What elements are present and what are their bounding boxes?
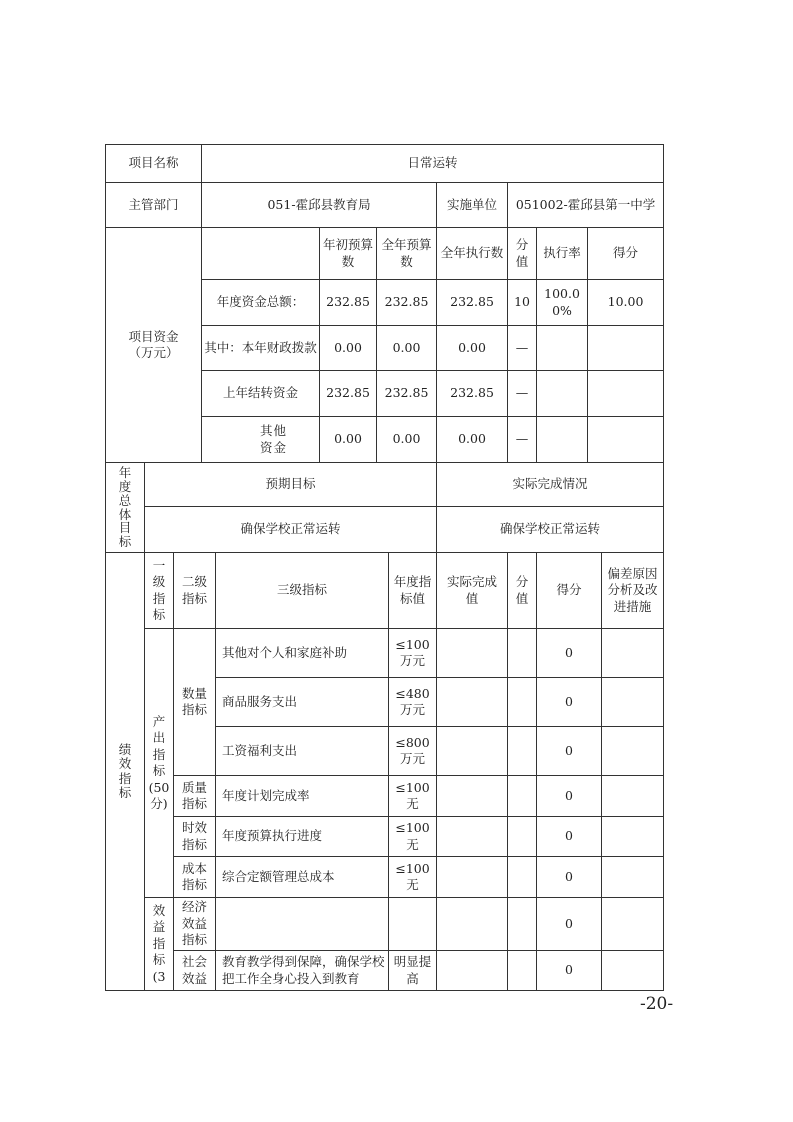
actual-cell — [437, 898, 508, 951]
level2-header: 二级指标 — [174, 553, 216, 629]
funds-header: 年初预算数 — [320, 228, 377, 280]
target-cell: ≤100无 — [389, 817, 437, 857]
weight-cell — [508, 898, 537, 951]
funds-initial: 0.00 — [320, 417, 377, 463]
actual-cell — [437, 817, 508, 857]
score-cell: 0 — [537, 727, 602, 776]
funds-rate — [537, 371, 588, 417]
department-value: 051-霍邱县教育局 — [202, 183, 437, 228]
level2-cell: 质量指标 — [174, 776, 216, 817]
score-cell: 0 — [537, 857, 602, 898]
level1-header: 一级指标 — [145, 553, 174, 629]
funds-executed: 0.00 — [437, 326, 508, 371]
deviation-header: 偏差原因分析及改进措施 — [602, 553, 664, 629]
level2-cell: 经济效益指标 — [174, 898, 216, 951]
funds-initial: 0.00 — [320, 326, 377, 371]
funds-weight: — — [508, 417, 537, 463]
score-cell: 0 — [537, 678, 602, 727]
performance-label — [106, 553, 145, 991]
level2-cell: 成本指标 — [174, 857, 216, 898]
funds-header: 得分 — [588, 228, 664, 280]
level2-cell: 数量指标 — [174, 629, 216, 776]
funds-header-blank — [202, 228, 320, 280]
level3-cell: 综合定额管理总成本 — [216, 857, 389, 898]
funds-score — [588, 417, 664, 463]
page-number: -20- — [640, 994, 674, 1014]
funds-initial: 232.85 — [320, 371, 377, 417]
funds-score: 10.00 — [588, 280, 664, 326]
deviation-cell — [602, 629, 664, 678]
weight-cell — [508, 817, 537, 857]
funds-header: 全年预算数 — [377, 228, 437, 280]
level2-cell: 时效指标 — [174, 817, 216, 857]
level3-cell: 其他对个人和家庭补助 — [216, 629, 389, 678]
funds-annual: 232.85 — [377, 371, 437, 417]
expected-goal-header: 预期目标 — [145, 463, 437, 507]
target-cell: 明显提高 — [389, 951, 437, 991]
benefit-indicator-label: 效益指标(3 — [145, 898, 174, 991]
target-header: 年度指标值 — [389, 553, 437, 629]
target-cell: ≤100无 — [389, 857, 437, 898]
actual-header-text: 实际完成值 — [447, 574, 498, 606]
funds-score — [588, 371, 664, 417]
deviation-cell — [602, 727, 664, 776]
funds-label-text: 项目资金（万元） — [128, 328, 179, 360]
project-name-value: 日常运转 — [202, 145, 664, 183]
annual-goal-label — [106, 463, 145, 553]
target-cell — [389, 898, 437, 951]
weight-cell — [508, 727, 537, 776]
performance-label-text: 绩效指标 — [118, 741, 132, 800]
level3-cell: 商品服务支出 — [216, 678, 389, 727]
funds-initial: 232.85 — [320, 280, 377, 326]
score-cell: 0 — [537, 951, 602, 991]
funds-rate — [537, 326, 588, 371]
project-name-label: 项目名称 — [106, 145, 202, 183]
funds-score — [588, 326, 664, 371]
funds-row-name: 上年结转资金 — [202, 371, 320, 417]
funds-executed: 232.85 — [437, 280, 508, 326]
department-label: 主管部门 — [106, 183, 202, 228]
deviation-cell — [602, 776, 664, 817]
funds-header: 全年执行数 — [437, 228, 508, 280]
actual-cell — [437, 951, 508, 991]
level3-cell: 工资福利支出 — [216, 727, 389, 776]
funds-executed: 232.85 — [437, 371, 508, 417]
actual-header — [437, 553, 508, 629]
funds-weight: — — [508, 371, 537, 417]
funds-annual: 0.00 — [377, 326, 437, 371]
weight-cell — [508, 776, 537, 817]
deviation-cell — [602, 898, 664, 951]
actual-goal-header: 实际完成情况 — [437, 463, 664, 507]
funds-header: 执行率 — [537, 228, 588, 280]
funds-rate: 100.00% — [537, 280, 588, 326]
level3-cell: 教育教学得到保障，确保学校把工作全身心投入到教育 — [216, 951, 389, 991]
actual-cell — [437, 678, 508, 727]
output-indicator-label: 产出指标(50分) — [145, 629, 174, 898]
funds-weight: — — [508, 326, 537, 371]
target-cell: ≤480万元 — [389, 678, 437, 727]
deviation-cell — [602, 678, 664, 727]
score-cell: 0 — [537, 898, 602, 951]
target-cell: ≤800万元 — [389, 727, 437, 776]
funds-annual: 232.85 — [377, 280, 437, 326]
weight-cell — [508, 857, 537, 898]
weight-cell — [508, 951, 537, 991]
target-cell: ≤100无 — [389, 776, 437, 817]
level3-cell: 年度预算执行进度 — [216, 817, 389, 857]
impl-unit-label: 实施单位 — [437, 183, 508, 228]
deviation-cell — [602, 817, 664, 857]
score-cell: 0 — [537, 776, 602, 817]
actual-cell — [437, 727, 508, 776]
level2-cell: 社会效益 — [174, 951, 216, 991]
funds-annual: 0.00 — [377, 417, 437, 463]
performance-table — [105, 144, 664, 991]
funds-row-name — [202, 417, 320, 463]
actual-cell — [437, 776, 508, 817]
expected-goal: 确保学校正常运转 — [145, 507, 437, 553]
actual-goal: 确保学校正常运转 — [437, 507, 664, 553]
funds-row-name: 其中：本年财政拨款 — [202, 326, 320, 371]
annual-goal-label-text: 年度总体目标 — [118, 465, 132, 549]
target-cell: ≤100万元 — [389, 629, 437, 678]
funds-rate — [537, 417, 588, 463]
funds-label — [106, 228, 202, 463]
weight-cell — [508, 629, 537, 678]
level3-header: 三级指标 — [216, 553, 389, 629]
score-header: 得分 — [537, 553, 602, 629]
funds-header: 分值 — [508, 228, 537, 280]
deviation-cell — [602, 857, 664, 898]
actual-cell — [437, 857, 508, 898]
score-cell: 0 — [537, 629, 602, 678]
funds-row-name: 年度资金总额： — [202, 280, 320, 326]
impl-unit-value: 051002-霍邱县第一中学 — [508, 183, 664, 228]
funds-row-name-text: 其他资金 — [260, 423, 288, 455]
funds-executed: 0.00 — [437, 417, 508, 463]
weight-header: 分值 — [508, 553, 537, 629]
actual-cell — [437, 629, 508, 678]
weight-cell — [508, 678, 537, 727]
score-cell: 0 — [537, 817, 602, 857]
funds-weight: 10 — [508, 280, 537, 326]
deviation-cell — [602, 951, 664, 991]
level3-cell: 年度计划完成率 — [216, 776, 389, 817]
level3-cell — [216, 898, 389, 951]
